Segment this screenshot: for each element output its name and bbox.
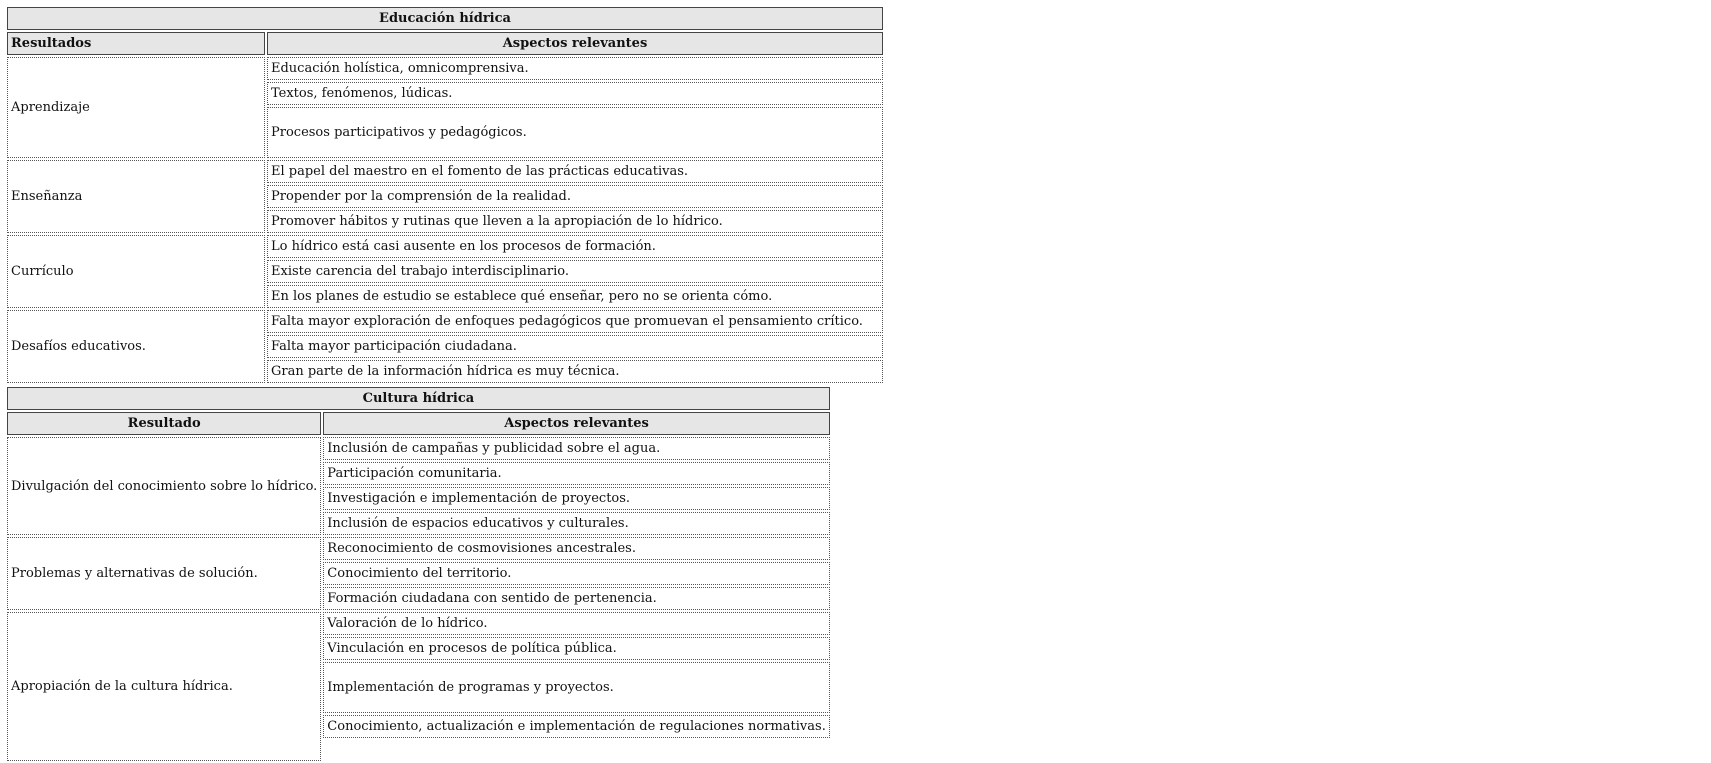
education-title: Educación hídrica <box>7 7 883 30</box>
culture-result-cell: Problemas y alternativas de solución. <box>7 537 321 610</box>
education-header-row <box>7 32 883 55</box>
education-aspect-cell: Procesos participativos y pedagógicos. <box>267 107 883 158</box>
education-result-cell: Aprendizaje <box>7 57 265 158</box>
education-col-results: Resultados <box>7 32 265 55</box>
culture-aspect-cell: Inclusión de espacios educativos y culturales. <box>323 512 830 535</box>
culture-aspect-cell: Vinculación en procesos de política pública. <box>323 637 830 660</box>
empty-cell <box>323 740 830 761</box>
culture-aspect-cell: Investigación e implementación de proyectos. <box>323 487 830 510</box>
culture-aspect-cell: Conocimiento del territorio. <box>323 562 830 585</box>
culture-aspect-cell: Reconocimiento de cosmovisiones ancestrales. <box>323 537 830 560</box>
education-aspect-cell: Gran parte de la información hídrica es muy técnica. <box>267 360 883 383</box>
education-aspect-cell: Textos, fenómenos, lúdicas. <box>267 82 883 105</box>
education-table <box>5 5 885 385</box>
table-row <box>7 437 830 460</box>
education-result-cell: Enseñanza <box>7 160 265 233</box>
table-row <box>7 612 830 635</box>
culture-col-result: Resultado <box>7 412 321 435</box>
table-row <box>7 160 883 183</box>
education-result-cell: Desafíos educativos. <box>7 310 265 383</box>
education-aspect-cell: Educación holística, omnicomprensiva. <box>267 57 883 80</box>
culture-title: Cultura hídrica <box>7 387 830 410</box>
culture-header-row <box>7 412 830 435</box>
culture-aspect-cell: Conocimiento, actualización e implementación de regulaciones normativas. <box>323 715 830 738</box>
table-row <box>7 235 883 258</box>
culture-aspect-cell: Valoración de lo hídrico. <box>323 612 830 635</box>
education-aspect-cell: Lo hídrico está casi ausente en los procesos de formación. <box>267 235 883 258</box>
culture-col-aspects: Aspectos relevantes <box>323 412 830 435</box>
education-aspect-cell: Propender por la comprensión de la realidad. <box>267 185 883 208</box>
culture-result-cell: Divulgación del conocimiento sobre lo hídrico. <box>7 437 321 535</box>
culture-section <box>5 385 832 763</box>
education-result-cell: Currículo <box>7 235 265 308</box>
education-section <box>5 5 885 385</box>
culture-result-cell: Apropiación de la cultura hídrica. <box>7 612 321 761</box>
table-row <box>7 537 830 560</box>
culture-aspect-cell: Implementación de programas y proyectos. <box>323 662 830 713</box>
education-title-row <box>7 7 883 30</box>
tables-wrapper <box>5 5 1705 763</box>
education-aspect-cell: El papel del maestro en el fomento de las prácticas educativas. <box>267 160 883 183</box>
culture-table <box>5 385 832 763</box>
education-aspect-cell: Promover hábitos y rutinas que lleven a la apropiación de lo hídrico. <box>267 210 883 233</box>
culture-title-row <box>7 387 830 410</box>
culture-aspect-cell: Participación comunitaria. <box>323 462 830 485</box>
education-aspect-cell: Existe carencia del trabajo interdisciplinario. <box>267 260 883 283</box>
education-col-aspects: Aspectos relevantes <box>267 32 883 55</box>
culture-aspect-cell: Inclusión de campañas y publicidad sobre el agua. <box>323 437 830 460</box>
table-row <box>7 310 883 333</box>
culture-aspect-cell: Formación ciudadana con sentido de pertenencia. <box>323 587 830 610</box>
table-row <box>7 57 883 80</box>
education-aspect-cell: En los planes de estudio se establece qué enseñar, pero no se orienta cómo. <box>267 285 883 308</box>
education-aspect-cell: Falta mayor exploración de enfoques pedagógicos que promuevan el pensamiento crítico. <box>267 310 883 333</box>
education-aspect-cell: Falta mayor participación ciudadana. <box>267 335 883 358</box>
